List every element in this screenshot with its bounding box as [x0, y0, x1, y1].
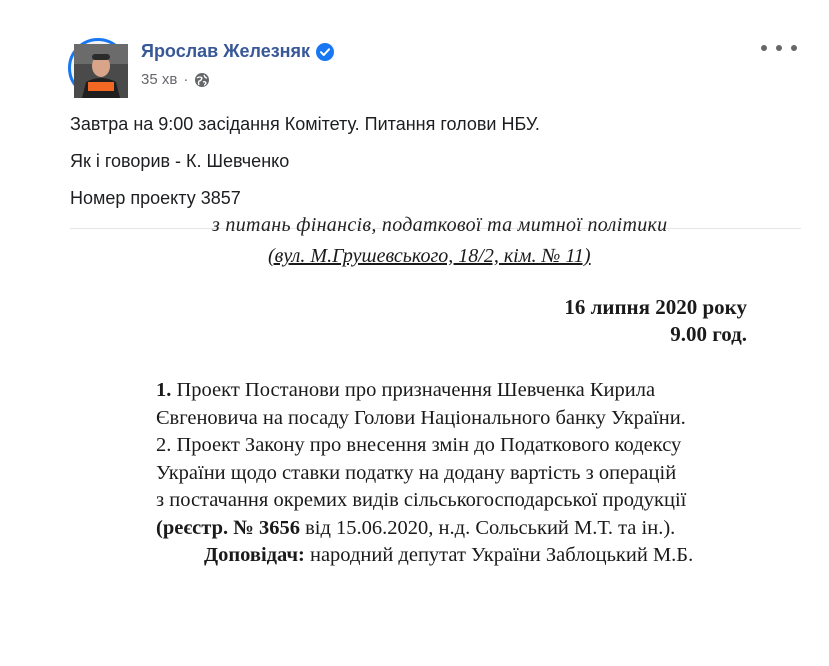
agenda-item-2-reg-rest: від 15.06.2020, н.д. Сольський М.Т. та ін.).: [299, 516, 676, 539]
doc-date: 16 липня 2020 року: [564, 295, 747, 319]
doc-time: 9.00 год.: [670, 322, 747, 346]
more-options-icon[interactable]: [761, 40, 797, 56]
avatar-image: [74, 44, 128, 98]
meta-separator: ·: [183, 71, 189, 88]
avatar-photo: [74, 44, 122, 92]
speaker-label: Доповідач:: [204, 544, 305, 566]
agenda-item-2-line-3: з постачання окремих видів сільськогосподарської продукції: [156, 489, 687, 511]
agenda-item-1-text: Проект Постанови про призначення Шевченка Кирила: [171, 379, 656, 401]
more-dot: [761, 45, 767, 51]
attached-document-image[interactable]: [70, 214, 801, 666]
post-header: [0, 0, 829, 100]
post-line-3: Номер проекту 3857: [70, 188, 241, 208]
agenda-item-2-line-2: України щодо ставки податку на додану вартість з операцій: [156, 461, 677, 484]
post-line-2: Як і говорив - К. Шевченко: [70, 151, 290, 171]
post-time[interactable]: 35 хв: [141, 71, 178, 88]
agenda-item-2-speaker: [204, 542, 693, 570]
avatar[interactable]: [68, 38, 128, 98]
author-name-row: [141, 41, 334, 62]
agenda-item-2-line-4: [156, 515, 675, 543]
author-name[interactable]: Ярослав Железняк: [141, 41, 311, 61]
verified-badge-icon: [316, 43, 334, 61]
more-dot: [776, 45, 782, 51]
agenda-item-1-number: 1.: [156, 379, 172, 401]
agenda-item-2-reg: (реєстр. № 3656: [156, 516, 300, 539]
doc-committee-line: з питань фінансів, податкової та митної політики: [212, 214, 668, 236]
speaker-name: народний депутат України Заблоцький М.Б.: [304, 544, 694, 566]
agenda-item-1-line-1: [156, 377, 655, 405]
post-line-1: Завтра на 9:00 засідання Комітету. Питання голови НБУ.: [70, 114, 540, 134]
agenda-item-2-line-1: 2. Проект Закону про внесення змін до Податкового кодексу: [156, 434, 682, 456]
globe-icon[interactable]: [194, 72, 210, 88]
post-text: [70, 113, 540, 224]
post-meta: [141, 71, 210, 88]
more-dot: [791, 45, 797, 51]
agenda-item-1-line-2: Євгеновича на посаду Голови Національного банку України.: [156, 406, 686, 429]
doc-address: (вул. М.Грушевського, 18/2, кім. № 11): [268, 245, 591, 267]
